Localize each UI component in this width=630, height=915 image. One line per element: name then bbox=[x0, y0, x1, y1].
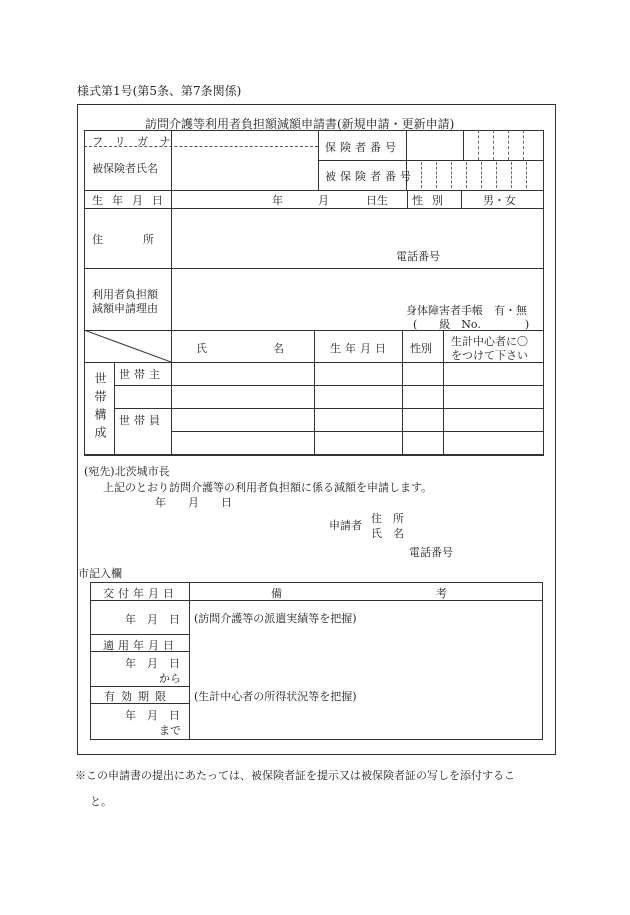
birthdate-label: 生年月日 bbox=[92, 194, 172, 207]
city-section-heading: 市記入欄 bbox=[78, 567, 122, 580]
insured-number-label: 被保険者番号 bbox=[325, 170, 415, 183]
note-dispatch: (訪問介護等の派遣実績等を把握) bbox=[194, 612, 357, 625]
head-label: 世帯主 bbox=[119, 368, 164, 381]
form-number: 様式第1号(第5条、第7条関係) bbox=[77, 84, 242, 98]
applicant-phone-label: 電話番号 bbox=[409, 546, 453, 559]
sex-options: 男・女 bbox=[483, 194, 516, 207]
furigana-label: フ リ ガ ナ bbox=[92, 135, 175, 148]
sex-label: 性別 bbox=[412, 194, 452, 207]
birth-day: 日生 bbox=[366, 194, 388, 207]
col-name-header: 氏 名 bbox=[196, 342, 284, 355]
issue-ymd: 年 月 日 bbox=[125, 613, 180, 626]
footnote-line-2: と。 bbox=[90, 795, 112, 808]
form-title: 訪問介護等利用者負担額減額申請書(新規申請・更新申請) bbox=[145, 117, 455, 131]
valid-period-label: 有効期限 bbox=[104, 690, 172, 703]
member-label: 世帯員 bbox=[119, 414, 164, 427]
applicant-label: 申請者 bbox=[329, 519, 362, 532]
apply-ymd: 年 月 日 bbox=[125, 657, 180, 670]
col-center-header-2: をつけて下さい bbox=[451, 349, 528, 362]
applicant-address-label: 住 所 bbox=[371, 512, 404, 525]
birth-year: 年 bbox=[272, 194, 283, 207]
remarks-header: 備 考 bbox=[271, 587, 447, 600]
valid-until: まで bbox=[159, 724, 181, 737]
diagonal-divider bbox=[84, 330, 171, 362]
phone-label: 電話番号 bbox=[396, 250, 440, 263]
col-center-header-1: 生計中心者に〇 bbox=[451, 335, 528, 348]
disability-book: 身体障害者手帳 有・無 bbox=[406, 304, 527, 317]
reason-label-1: 利用者負担額 bbox=[92, 288, 158, 301]
note-income: (生計中心者の所得状況等を把握) bbox=[194, 690, 357, 703]
birth-month: 月 bbox=[318, 194, 329, 207]
footnote-line-1: ※この申請書の提出にあたっては、被保険者証を提示又は被保険者証の写しを添付するこ bbox=[75, 769, 515, 782]
request-text: 上記のとおり訪問介護等の利用者負担額に係る減額を申請します。 bbox=[103, 481, 433, 494]
apply-from: から bbox=[159, 672, 181, 685]
household-label: 世帯構成 bbox=[93, 372, 107, 444]
insurer-number-label: 保険者番号 bbox=[325, 141, 400, 154]
valid-ymd: 年 月 日 bbox=[125, 709, 180, 722]
disability-grade: ( 級 No. ) bbox=[413, 318, 530, 331]
issue-date-label: 交付年月日 bbox=[103, 587, 178, 600]
application-date: 年 月 日 bbox=[155, 496, 232, 509]
col-sex-header: 性別 bbox=[410, 342, 432, 355]
col-birth-header: 生年月日 bbox=[330, 342, 390, 355]
applicant-name-label: 氏 名 bbox=[371, 527, 404, 540]
addressee: (宛先)北茨城市長 bbox=[84, 465, 170, 478]
reason-label-2: 減額申請理由 bbox=[92, 302, 158, 315]
insured-name-label: 被保険者氏名 bbox=[92, 162, 158, 175]
apply-date-label: 適用年月日 bbox=[103, 639, 178, 652]
address-label: 住所 bbox=[92, 233, 194, 246]
